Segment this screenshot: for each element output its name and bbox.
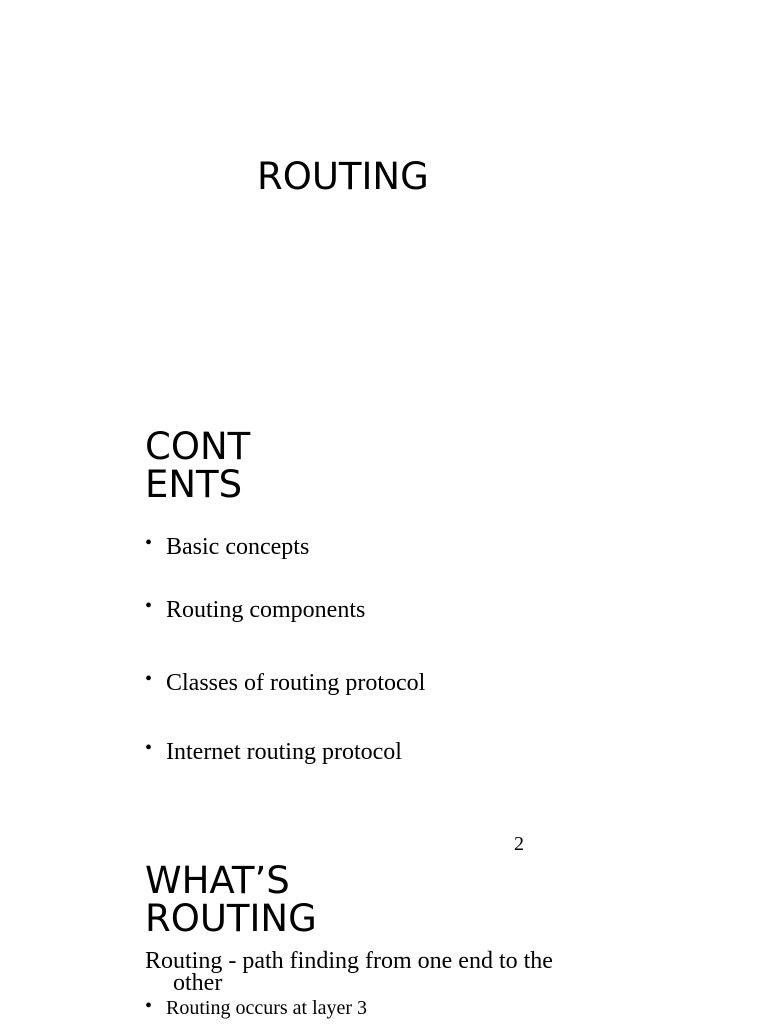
bullet-icon: • [145,595,153,617]
contents-item-label: Routing components [166,597,366,623]
whats-routing-heading-line2: ROUTING [145,897,317,940]
routing-definition-line2: other [173,970,223,996]
bullet-icon: • [145,668,153,690]
bullet-icon: • [145,995,153,1017]
routing-item-label: Routing occurs at layer 3 [166,997,368,1019]
contents-item-label: Internet routing protocol [166,739,402,765]
routing-definition-line1: Routing - path finding from one end to the [145,948,553,974]
whats-routing-heading [145,859,317,940]
contents-item-label: Basic concepts [166,534,310,560]
bullet-icon: • [145,737,153,759]
contents-heading-line1: CONT [145,425,251,468]
slide-title: ROUTING [257,155,429,198]
whats-routing-heading-line1: WHAT’S [145,859,290,902]
contents-heading-line2: ENTS [145,463,243,506]
bullet-icon: • [145,532,153,554]
routing-definition [145,950,605,994]
contents-heading [145,425,251,506]
page-number: 2 [514,833,524,855]
contents-item-label: Classes of routing protocol [166,670,426,696]
